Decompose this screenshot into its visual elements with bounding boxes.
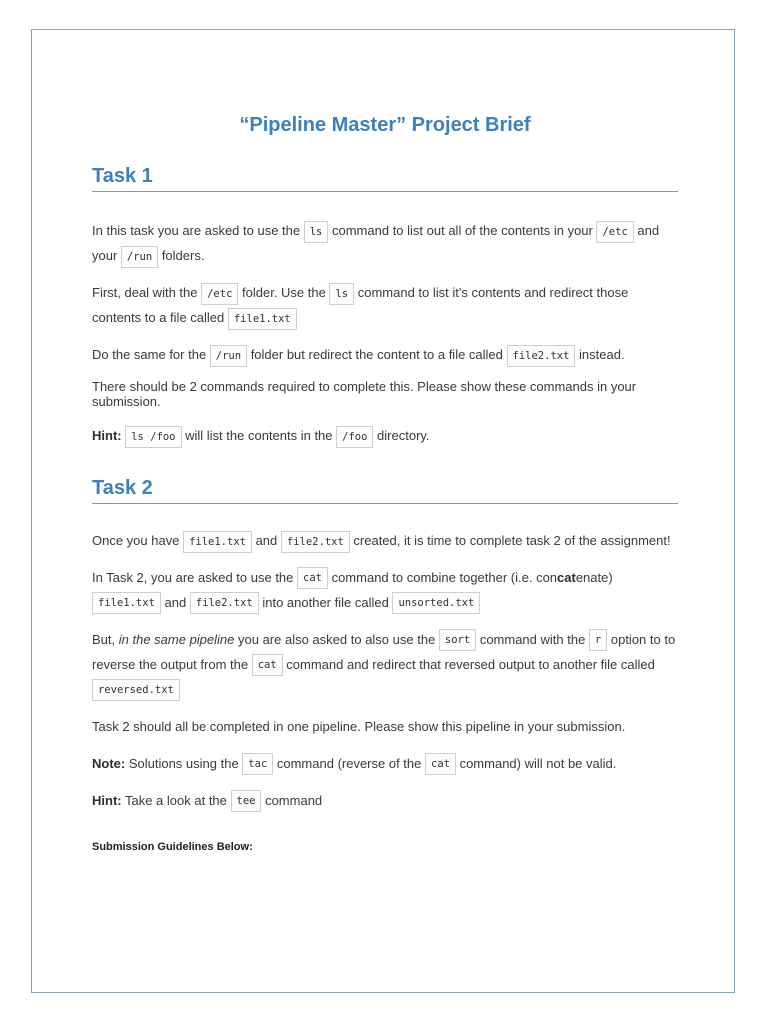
note-label: Note: bbox=[92, 755, 126, 771]
task2-paragraph-4: Task 2 should all be completed in one pipeline. Please show this pipeline in your submission. bbox=[92, 718, 626, 734]
inline-code: cat bbox=[252, 654, 283, 676]
inline-code: file1.txt bbox=[183, 531, 252, 553]
task1-paragraph-2: First, deal with the /etc folder. Use the ls command to list it's contents and redirect those contents to a file called file1.txt bbox=[92, 280, 678, 330]
submission-guidelines-heading: Submission Guidelines Below: bbox=[92, 840, 253, 853]
inline-code: ls bbox=[304, 221, 329, 243]
task2-section bbox=[92, 530, 678, 813]
task2-hint: Hint: Take a look at the tee command bbox=[92, 788, 678, 813]
task1-paragraph-3: Do the same for the /run folder but redirect the content to a file called file2.txt instead. bbox=[92, 342, 678, 367]
inline-code: file2.txt bbox=[281, 531, 350, 553]
task2-note: Note: Solutions using the tac command (reverse of the cat command) will not be valid. bbox=[92, 751, 678, 776]
inline-code: /run bbox=[121, 246, 158, 268]
task2-paragraph-3: But, in the same pipeline you are also asked to also use the sort command with the r option to to reverse the output from the cat command and redirect that reversed output to another file called reversed.txt bbox=[92, 627, 678, 702]
task1-hint: Hint: ls /foo will list the contents in the /foo directory. bbox=[92, 423, 678, 448]
task1-paragraph-1: In this task you are asked to use the ls command to list out all of the contents in your /etc and your /run folders. bbox=[92, 218, 678, 268]
inline-code: cat bbox=[425, 753, 456, 775]
task2-paragraph-2: In Task 2, you are asked to use the cat command to combine together (i.e. concatenate) file1.txt and file2.txt into another file called unsorted.txt bbox=[92, 565, 678, 615]
inline-code: /foo bbox=[336, 426, 373, 448]
inline-code: /etc bbox=[596, 221, 633, 243]
inline-code: file1.txt bbox=[228, 308, 297, 330]
inline-code: ls /foo bbox=[125, 426, 181, 448]
document-content bbox=[92, 112, 678, 853]
inline-code: /etc bbox=[201, 283, 238, 305]
inline-code: /run bbox=[210, 345, 247, 367]
hint-label: Hint: bbox=[92, 428, 122, 443]
task1-paragraph-4: There should be 2 commands required to complete this. Please show these commands in your submission. bbox=[92, 379, 637, 409]
inline-code: sort bbox=[439, 629, 476, 651]
task1-heading: Task 1 bbox=[92, 163, 678, 192]
inline-code: ls bbox=[329, 283, 354, 305]
task1-section bbox=[92, 218, 678, 448]
inline-code: tac bbox=[242, 753, 273, 775]
hint-label: Hint: bbox=[92, 792, 122, 808]
inline-code: file1.txt bbox=[92, 592, 161, 614]
inline-code: cat bbox=[297, 567, 328, 589]
document-title: “Pipeline Master” Project Brief bbox=[239, 114, 531, 136]
task2-heading: Task 2 bbox=[92, 475, 678, 504]
inline-code: file2.txt bbox=[190, 592, 259, 614]
document-page bbox=[31, 29, 735, 993]
inline-code: unsorted.txt bbox=[392, 592, 480, 614]
inline-code: r bbox=[589, 629, 607, 651]
inline-code: reversed.txt bbox=[92, 679, 180, 701]
inline-code: file2.txt bbox=[507, 345, 576, 367]
inline-code: tee bbox=[231, 790, 262, 812]
task2-paragraph-1: Once you have file1.txt and file2.txt created, it is time to complete task 2 of the assignment! bbox=[92, 530, 678, 553]
